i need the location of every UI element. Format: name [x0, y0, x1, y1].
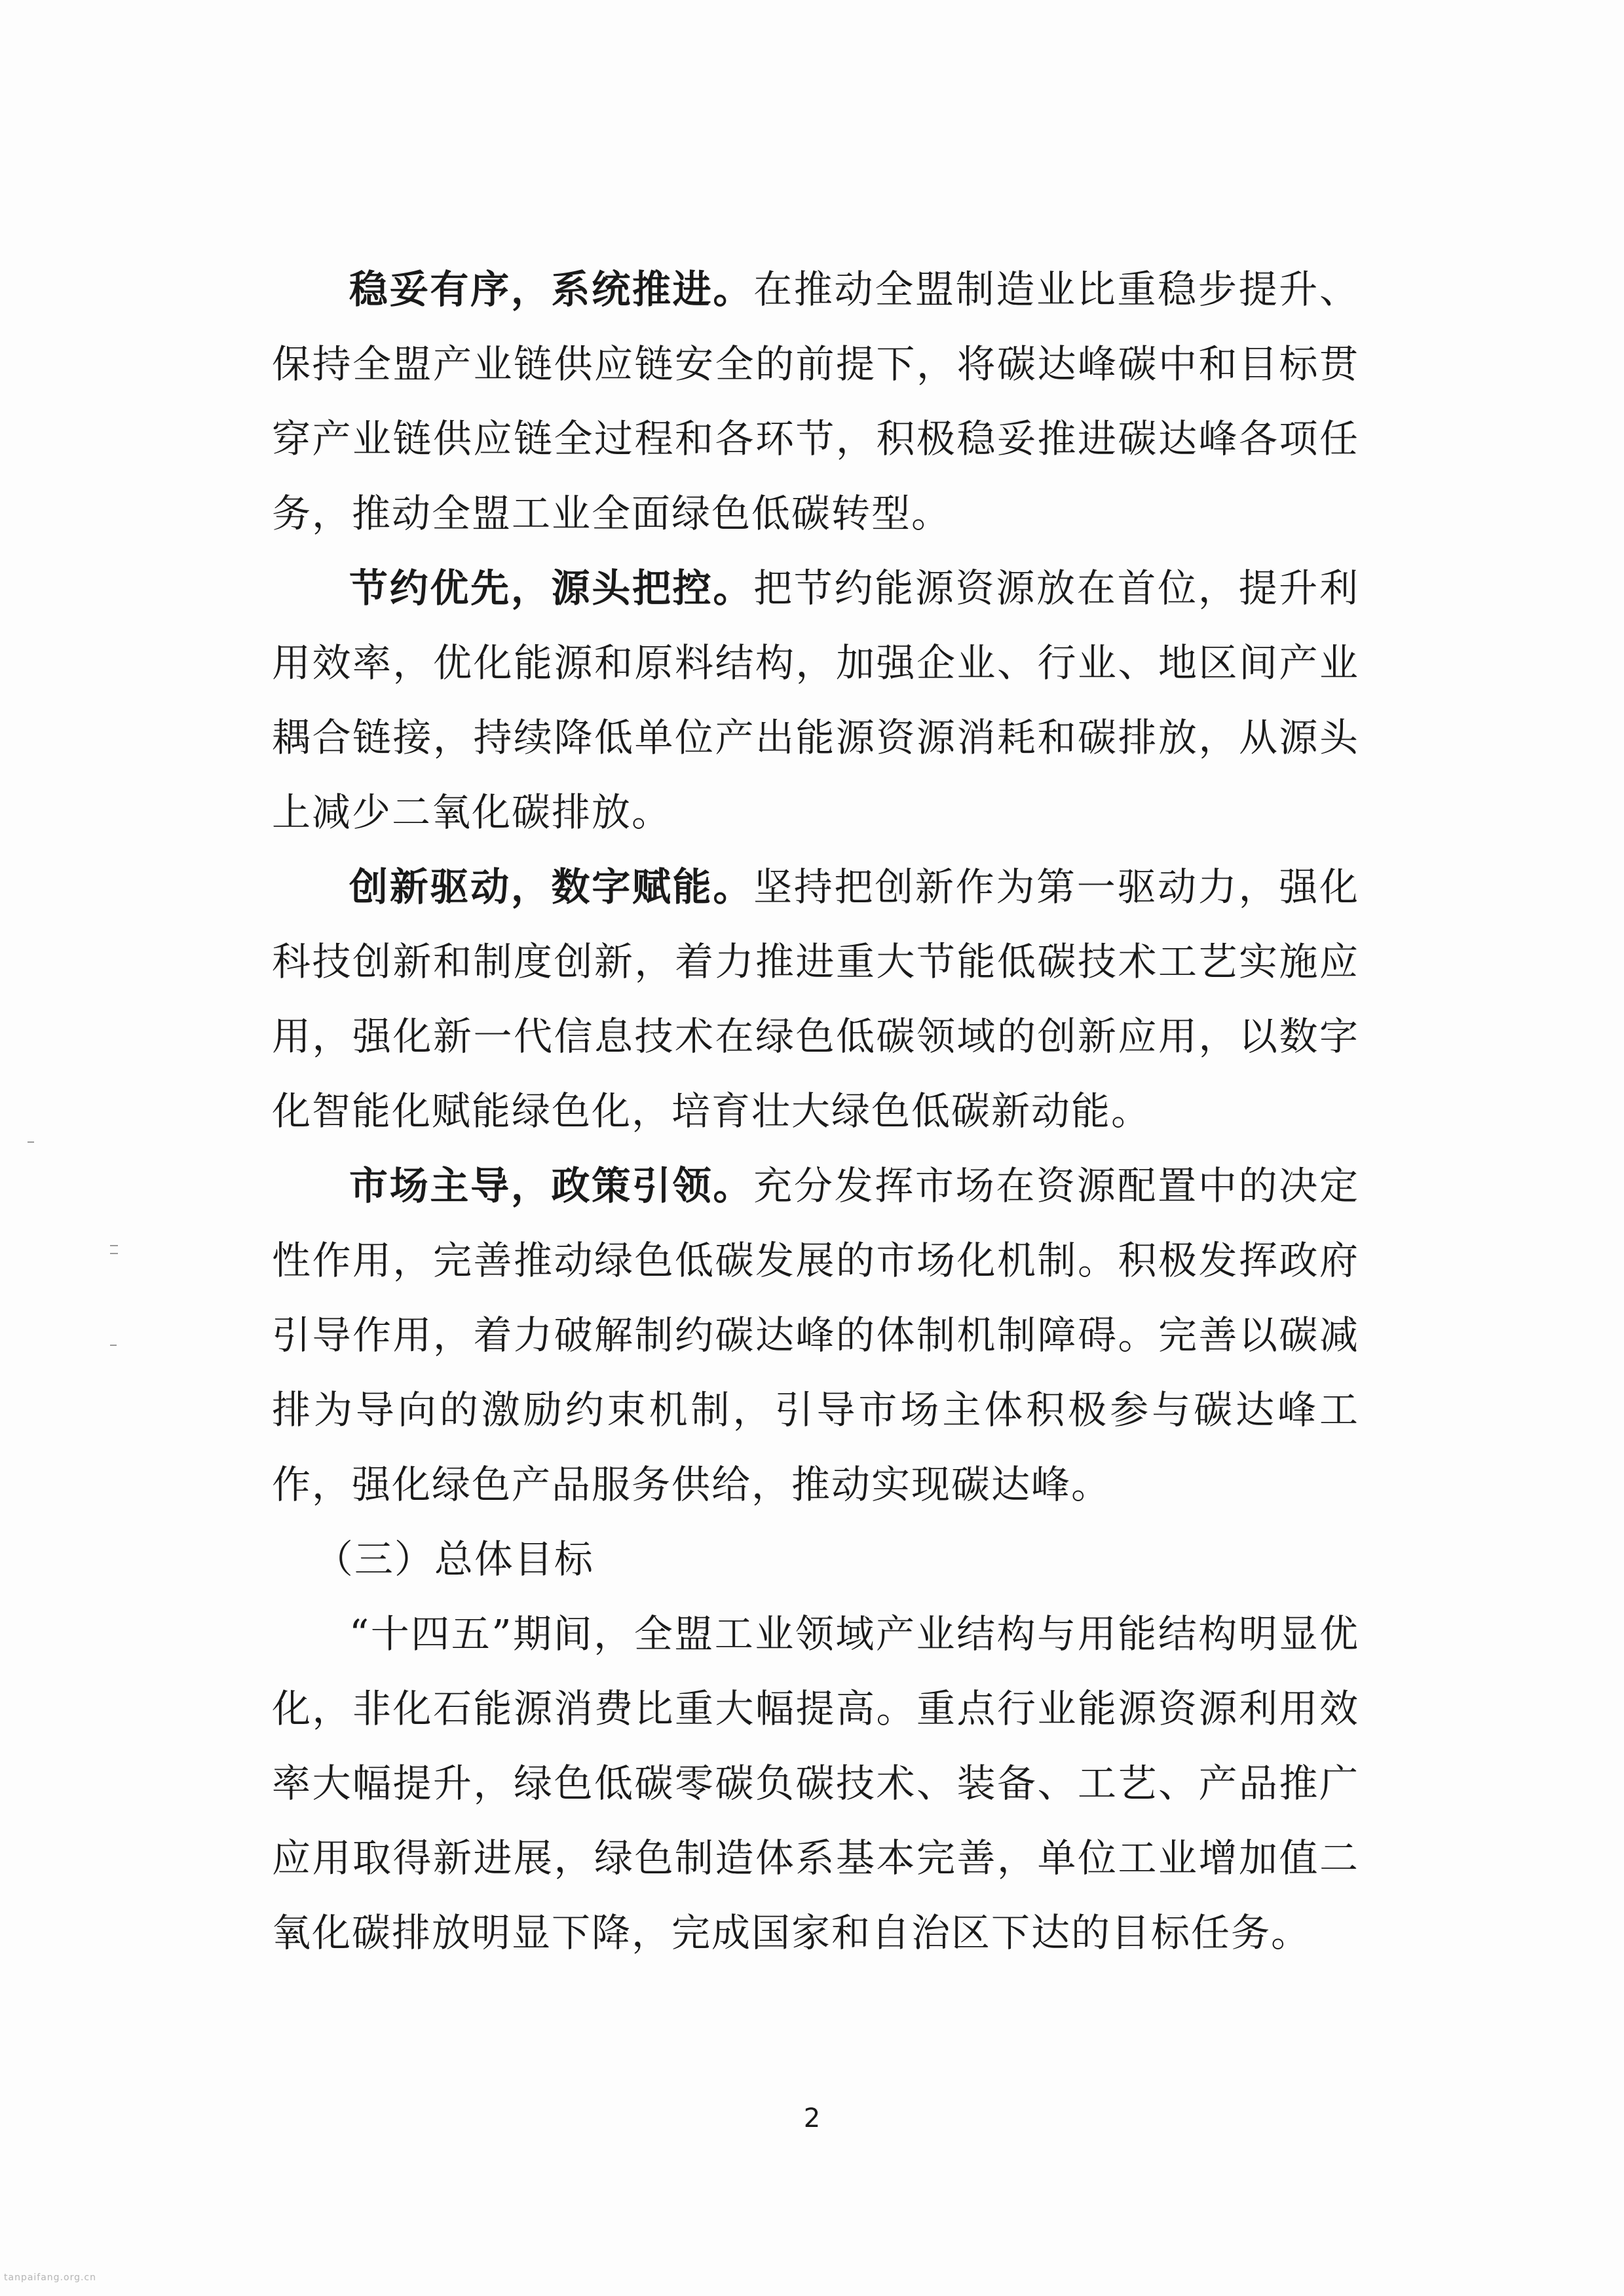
principle-text: 充分发挥市场在资源配置中的决定性作用，完善推动绿色低碳发展的市场化机制。积极发挥政府引导作用，着力破解制约碳达峰的体制机制障碍。完善以碳减排为导向的激励约束机制，引导市场主体积极参与碳达峰工作，强化绿色产品服务供给，推动实现碳达峰。	[272, 1163, 1359, 1507]
scan-margin-mark	[110, 1245, 118, 1246]
principle-text: 把节约能源资源放在首位，提升利用效率，优化能源和原料结构，加强企业、行业、地区间产业耦合链接，持续降低单位产出能源资源消耗和碳排放，从源头上减少二氧化碳排放。	[272, 565, 1359, 835]
scan-margin-mark	[28, 1141, 34, 1143]
principle-text: 在推动全盟制造业比重稳步提升、保持全盟产业链供应链安全的前提下，将碳达峰碳中和目标贯穿产业链供应链全过程和各环节，积极稳妥推进碳达峰各项任务，推动全盟工业全面绿色低碳转型。	[272, 267, 1359, 536]
paragraph-principle-4	[272, 1149, 1359, 1522]
paragraph-principle-3	[272, 850, 1359, 1149]
scan-margin-mark	[110, 1253, 118, 1254]
section-heading: （三）总体目标	[314, 1537, 594, 1582]
principle-heading: 节约优先，源头把控。	[349, 565, 754, 611]
document-body	[272, 252, 1359, 1970]
scan-margin-mark	[110, 1345, 117, 1346]
page-number: 2	[803, 2103, 821, 2133]
principle-heading: 稳妥有序，系统推进。	[349, 267, 754, 312]
paragraph-principle-2	[272, 551, 1359, 850]
principle-text: 坚持把创新作为第一驱动力，强化科技创新和制度创新，着力推进重大节能低碳技术工艺实施应用，强化新一代信息技术在绿色低碳领域的创新应用，以数字化智能化赋能绿色化，培育壮大绿色低碳新动能。	[272, 864, 1359, 1134]
paragraph-principle-1	[272, 252, 1359, 551]
principle-heading: 市场主导，政策引领。	[349, 1163, 754, 1208]
paragraph-overall-goal: “十四五”期间，全盟工业领域产业结构与用能结构明显优化，非化石能源消费比重大幅提高。重点行业能源资源利用效率大幅提升，绿色低碳零碳负碳技术、装备、工艺、产品推广应用取得新进展，绿色制造体系基本完善，单位工业增加值二氧化碳排放明显下降，完成国家和自治区下达的目标任务。	[272, 1611, 1359, 1955]
watermark: tanpaifang.org.cn	[4, 2272, 96, 2283]
principle-heading: 创新驱动，数字赋能。	[349, 864, 754, 909]
